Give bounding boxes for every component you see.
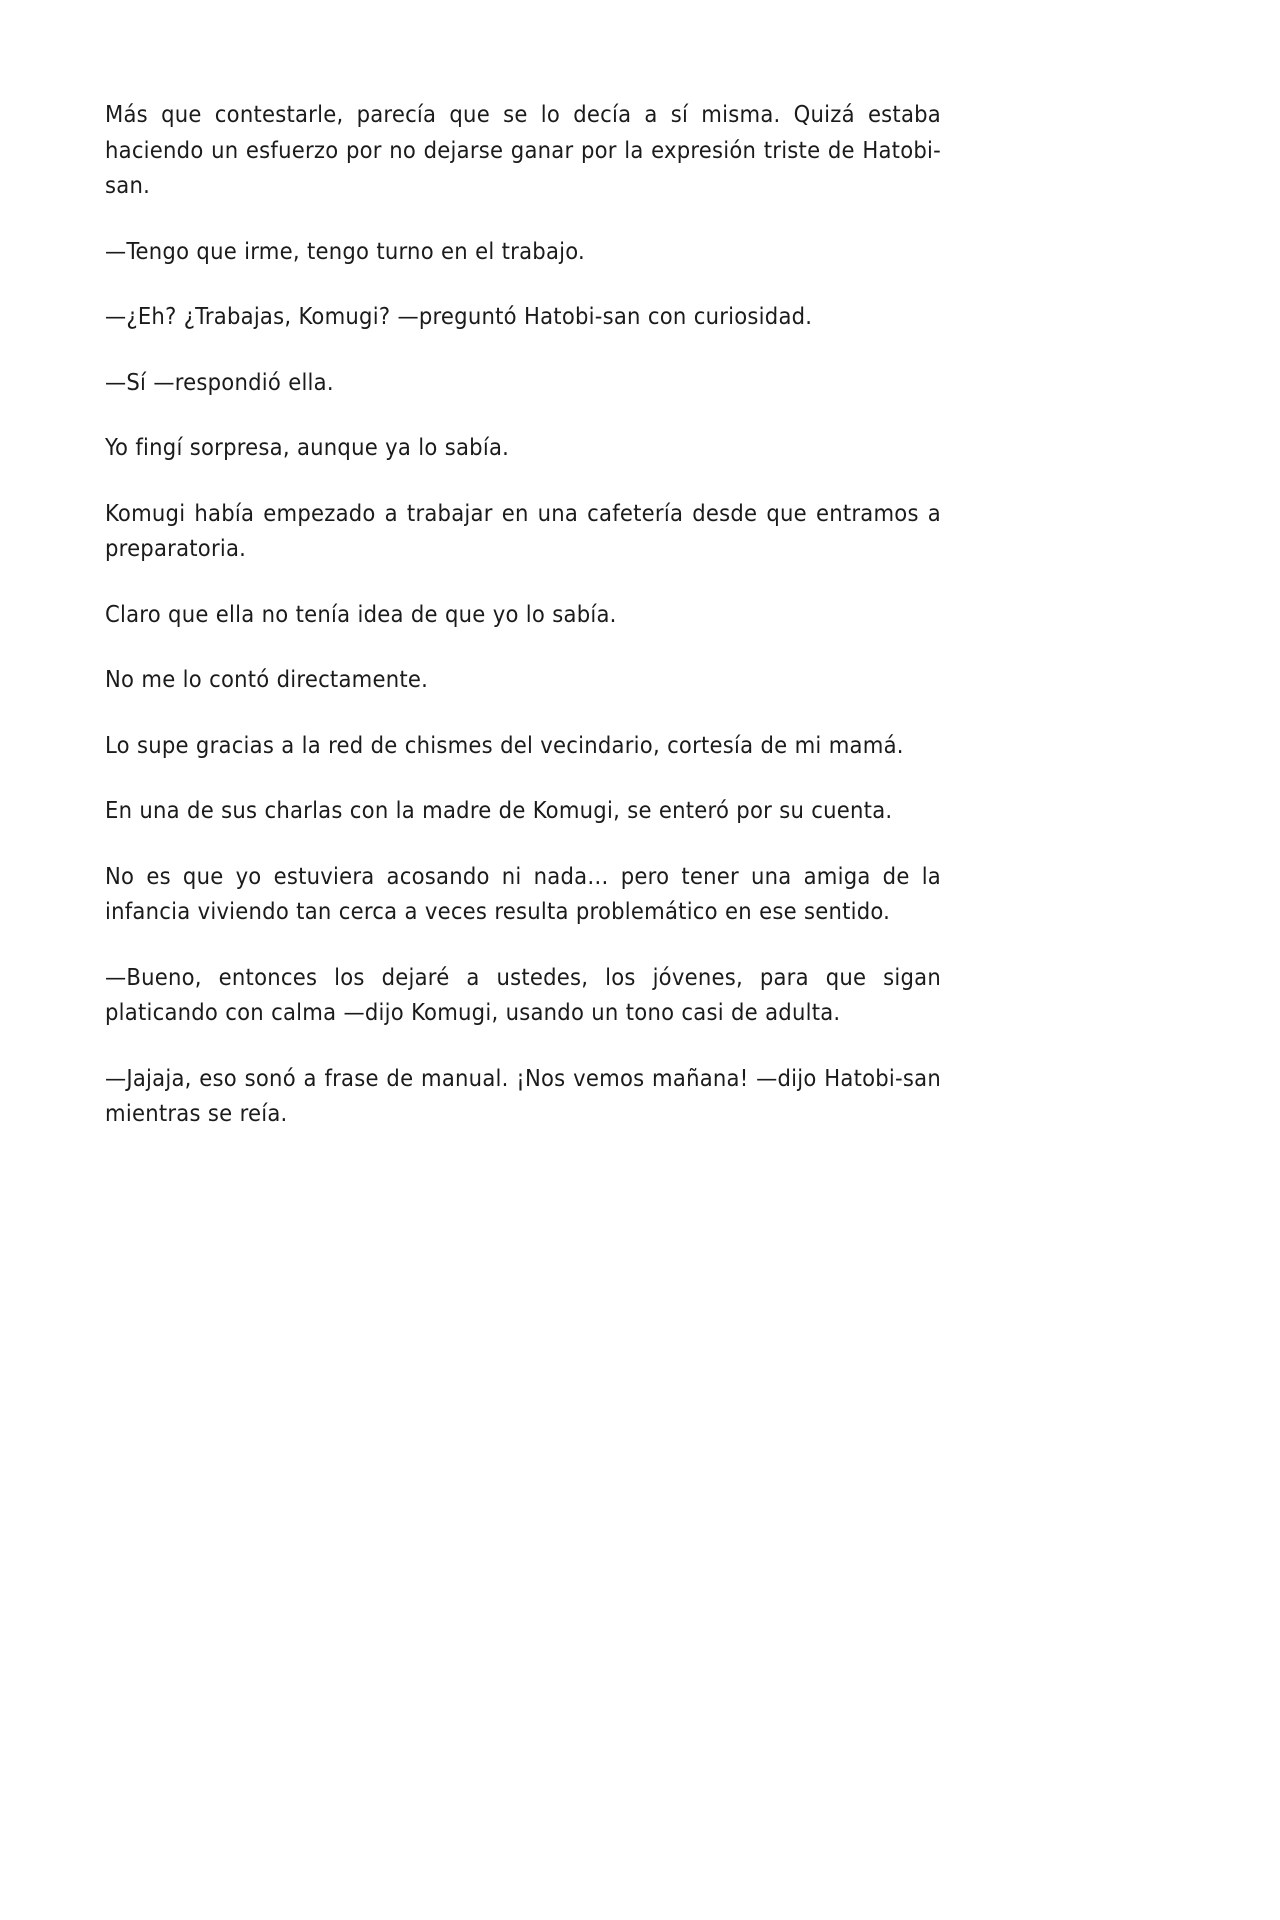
paragraph: Claro que ella no tenía idea de que yo lo sabía. (105, 599, 617, 628)
paragraph: Más que contestarle, parecía que se lo decía a sí misma. Quizá estaba haciendo un esfuerzo por no dejarse ganar por la expresión triste de Hatobi-san. (105, 100, 941, 199)
paragraph: No es que yo estuviera acosando ni nada… pero tener una amiga de la infancia viviendo tan cerca a veces resulta problemático en ese sentido. (105, 861, 941, 925)
paragraph: —Bueno, entonces los dejaré a ustedes, los jóvenes, para que sigan platicando con calma —dijo Komugi, usando un tono casi de adulta. (105, 962, 941, 1026)
paragraph: —Jajaja, eso sonó a frase de manual. ¡Nos vemos mañana! —dijo Hatobi-san mientras se reía. (105, 1063, 941, 1127)
paragraph: Yo fingí sorpresa, aunque ya lo sabía. (105, 433, 510, 461)
paragraph: No me lo contó directamente. (105, 665, 429, 693)
paragraph: En una de sus charlas con la madre de Komugi, se enteró por su cuenta. (105, 796, 893, 824)
paragraph: —Tengo que irme, tengo turno en el trabajo. (105, 236, 585, 265)
paragraph: Komugi había empezado a trabajar en una cafetería desde que entramos a preparatoria. (105, 498, 941, 562)
paragraph: —Sí —respondió ella. (105, 367, 334, 396)
paragraph: —¿Eh? ¿Trabajas, Komugi? —preguntó Hatobi-san con curiosidad. (105, 302, 813, 330)
paragraph: Lo supe gracias a la red de chismes del vecindario, cortesía de mi mamá. (105, 730, 904, 759)
text-column (105, 97, 941, 1132)
